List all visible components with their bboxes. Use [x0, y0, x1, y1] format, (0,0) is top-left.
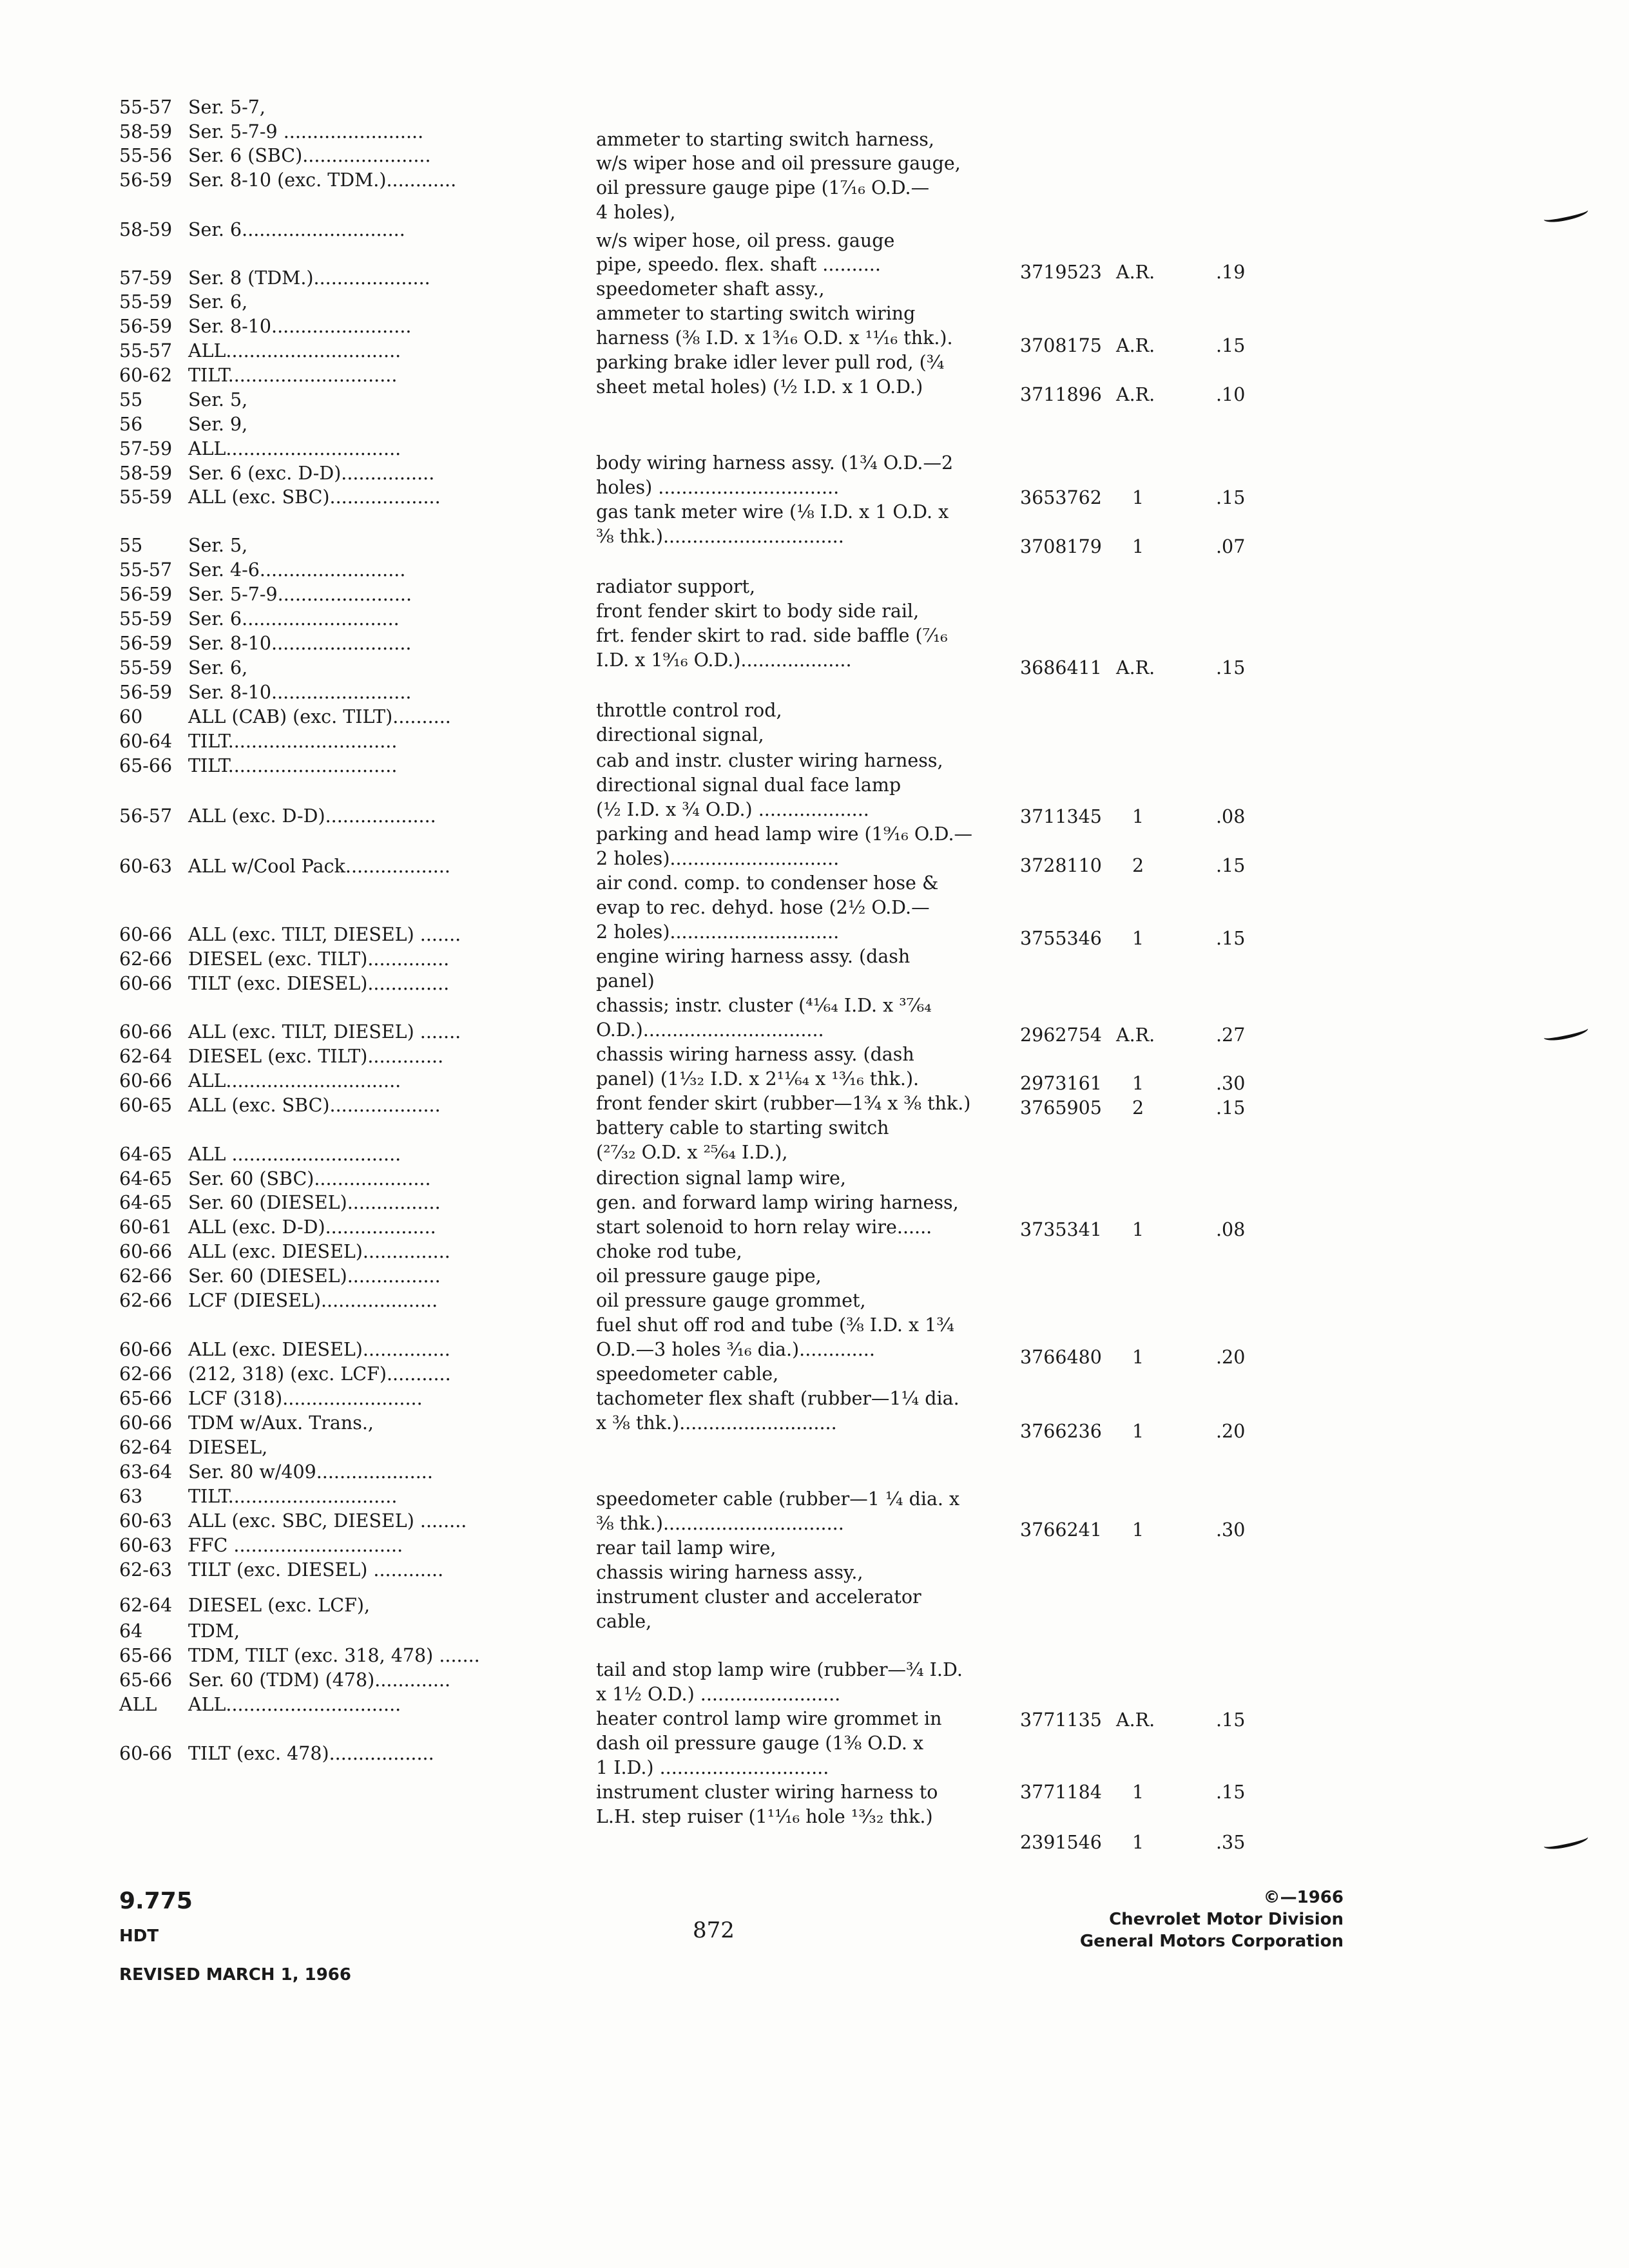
series-applicability: ALL.............................. — [188, 1070, 401, 1091]
division-name: Chevrolet Motor Division — [1109, 1910, 1344, 1929]
part-description-line: choke rod tube, — [596, 1241, 742, 1262]
part-description-line: direction signal lamp wire, — [596, 1168, 846, 1189]
part-number: 3765905 — [1020, 1097, 1102, 1119]
part-description-line: 1 I.D.) ............................. — [596, 1757, 829, 1778]
series-applicability: Ser. 5-7-9 ........................ — [188, 121, 424, 142]
series-applicability: (212, 318) (exc. LCF)........... — [188, 1363, 451, 1385]
quantity: A.R. — [1116, 335, 1155, 356]
series-applicability: ALL (exc. D-D)................... — [188, 805, 436, 827]
series-applicability: Ser. 5, — [188, 535, 248, 556]
series-applicability: ALL ............................. — [188, 1144, 401, 1165]
year-range: 64-65 — [119, 1168, 173, 1189]
year-range: 65-66 — [119, 1669, 173, 1691]
part-description-line: front fender skirt to body side rail, — [596, 601, 920, 622]
price: .20 — [1216, 1421, 1246, 1442]
series-applicability: Ser. 5, — [188, 389, 248, 410]
part-description-line: chassis; instr. cluster (⁴¹⁄₆₄ I.D. x ³⁷⁄₆₄ — [596, 995, 932, 1016]
series-applicability: ALL.............................. — [188, 1694, 401, 1715]
quantity: A.R. — [1116, 262, 1155, 283]
part-description-line: speedometer cable, — [596, 1363, 779, 1385]
part-number: 2391546 — [1020, 1832, 1102, 1853]
series-applicability: Ser. 6, — [188, 291, 248, 312]
year-range: 55-59 — [119, 608, 173, 629]
year-range: 65-66 — [119, 755, 173, 776]
year-range: 55-57 — [119, 559, 173, 581]
year-range: 65-66 — [119, 1388, 173, 1409]
part-description-line: O.D.)............................... — [596, 1019, 824, 1041]
part-number: 2973161 — [1020, 1073, 1102, 1094]
quantity: A.R. — [1116, 1024, 1155, 1046]
year-range: 60-63 — [119, 1535, 173, 1556]
year-range: 55 — [119, 389, 143, 410]
year-range: 62-63 — [119, 1559, 173, 1581]
series-applicability: ALL (exc. TILT, DIESEL) ....... — [188, 924, 461, 945]
part-description-line: harness (⅜ I.D. x 1³⁄₁₆ O.D. x ¹¹⁄₁₆ thk.). — [596, 327, 953, 349]
year-range: 62-66 — [119, 948, 173, 970]
part-description-line: tail and stop lamp wire (rubber—¾ I.D. — [596, 1659, 963, 1680]
part-description-line: holes) ............................... — [596, 477, 840, 498]
part-description-line: ammeter to starting switch wiring — [596, 303, 916, 324]
part-description-line: cab and instr. cluster wiring harness, — [596, 750, 943, 771]
price: .15 — [1216, 1709, 1246, 1731]
price: .15 — [1216, 928, 1246, 949]
price: .27 — [1216, 1024, 1246, 1046]
part-description-line: w/s wiper hose and oil pressure gauge, — [596, 153, 961, 174]
year-range: 64-65 — [119, 1192, 173, 1213]
revision-date: REVISED MARCH 1, 1966 — [119, 1965, 351, 1984]
price: .15 — [1216, 1097, 1246, 1119]
part-description-line: oil pressure gauge grommet, — [596, 1290, 866, 1311]
part-number: 2962754 — [1020, 1024, 1102, 1046]
part-description-line: (½ I.D. x ¾ O.D.) ................... — [596, 799, 869, 820]
part-description-line: gas tank meter wire (⅛ I.D. x 1 O.D. x — [596, 501, 949, 523]
price: .35 — [1216, 1832, 1246, 1853]
series-applicability: TILT (exc. DIESEL) ............ — [188, 1559, 444, 1581]
part-description-line: gen. and forward lamp wiring harness, — [596, 1192, 959, 1213]
quantity: A.R. — [1116, 384, 1155, 405]
quantity: 1 — [1132, 806, 1144, 827]
series-applicability: ALL w/Cool Pack.................. — [188, 856, 450, 877]
series-applicability: Ser. 8-10........................ — [188, 682, 412, 703]
series-applicability: Ser. 6............................ — [188, 219, 405, 240]
price: .30 — [1216, 1073, 1246, 1094]
year-range: 60-66 — [119, 1339, 173, 1360]
series-applicability: Ser. 5-7, — [188, 97, 265, 118]
series-applicability: Ser. 6 (exc. D-D)................ — [188, 463, 435, 484]
part-description-line: fuel shut off rod and tube (⅜ I.D. x 1¾ — [596, 1314, 954, 1336]
part-description-line: chassis wiring harness assy. (dash — [596, 1044, 914, 1065]
year-range: 58-59 — [119, 463, 173, 484]
quantity: 1 — [1132, 1782, 1144, 1803]
price: .15 — [1216, 1782, 1246, 1803]
part-description-line: cable, — [596, 1611, 652, 1632]
series-applicability: Ser. 8-10........................ — [188, 316, 412, 337]
part-number: 3711896 — [1020, 384, 1102, 405]
series-applicability: Ser. 80 w/409.................... — [188, 1461, 433, 1483]
year-range: 55-59 — [119, 486, 173, 508]
part-description-line: start solenoid to horn relay wire...... — [596, 1216, 932, 1238]
series-applicability: TILT (exc. 478).................. — [188, 1743, 434, 1764]
year-range: 65-66 — [119, 1645, 173, 1666]
price: .08 — [1216, 1219, 1246, 1240]
quantity: 2 — [1132, 1097, 1144, 1119]
part-description-line: throttle control rod, — [596, 700, 782, 721]
series-applicability: ALL (exc. D-D)................... — [188, 1216, 436, 1238]
quantity: 1 — [1132, 1519, 1144, 1541]
series-applicability: ALL (CAB) (exc. TILT).......... — [188, 706, 451, 727]
series-applicability: Ser. 60 (DIESEL)................ — [188, 1192, 441, 1213]
part-description-line: dash oil pressure gauge (1⅜ O.D. x — [596, 1733, 924, 1754]
year-range: 58-59 — [119, 121, 173, 142]
year-range: 62-66 — [119, 1290, 173, 1311]
series-applicability: DIESEL, — [188, 1437, 268, 1458]
series-applicability: Ser. 6........................... — [188, 608, 400, 629]
series-applicability: ALL (exc. SBC, DIESEL) ........ — [188, 1510, 467, 1532]
price: .15 — [1216, 335, 1246, 356]
part-description-line: instrument cluster and accelerator — [596, 1586, 921, 1608]
series-applicability: ALL.............................. — [188, 340, 401, 361]
part-number: 3653762 — [1020, 487, 1102, 508]
part-description-line: x 1½ O.D.) ........................ — [596, 1684, 841, 1705]
part-description-line: frt. fender skirt to rad. side baffle (⁷⁄₁₆ — [596, 625, 948, 646]
series-applicability: Ser. 60 (TDM) (478)............. — [188, 1669, 451, 1691]
year-range: 62-64 — [119, 1595, 173, 1616]
year-range: 56 — [119, 414, 143, 435]
series-applicability: FFC ............................. — [188, 1535, 403, 1556]
year-range: 55-56 — [119, 145, 173, 166]
corporation-name: General Motors Corporation — [1079, 1932, 1344, 1951]
year-range: 64 — [119, 1620, 143, 1642]
price: .07 — [1216, 536, 1246, 557]
price: .19 — [1216, 262, 1246, 283]
year-range: 60-66 — [119, 973, 173, 994]
quantity: 1 — [1132, 1219, 1144, 1240]
year-range: 56-59 — [119, 316, 173, 337]
part-description-line: oil pressure gauge pipe (1⁷⁄₁₆ O.D.— — [596, 177, 930, 198]
part-description-line: speedometer cable (rubber—1 ¼ dia. x — [596, 1488, 960, 1510]
part-description-line: 2 holes)............................. — [596, 921, 840, 943]
series-applicability: Ser. 5-7-9....................... — [188, 584, 412, 605]
year-range: 56-59 — [119, 682, 173, 703]
part-description-line: w/s wiper hose, oil press. gauge — [596, 230, 895, 251]
year-range: 55-59 — [119, 657, 173, 678]
year-range: 60-61 — [119, 1216, 173, 1238]
year-range: 55-57 — [119, 340, 173, 361]
page-mark — [1543, 1832, 1589, 1852]
price: .20 — [1216, 1347, 1246, 1368]
series-applicability: TILT............................. — [188, 365, 398, 386]
part-description-line: O.D.—3 holes ³⁄₁₆ dia.)............. — [596, 1339, 875, 1360]
part-number: 3766480 — [1020, 1347, 1102, 1368]
part-number: 3711345 — [1020, 806, 1102, 827]
year-range: 57-59 — [119, 438, 173, 459]
part-description-line: ⅜ thk.)............................... — [596, 526, 844, 547]
part-description-line: ammeter to starting switch harness, — [596, 129, 934, 150]
page-number: 872 — [693, 1917, 735, 1943]
part-description-line: panel) (1¹⁄₃₂ I.D. x 2¹¹⁄₆₄ x ¹³⁄₁₆ thk.). — [596, 1068, 920, 1090]
year-range: 62-66 — [119, 1363, 173, 1385]
quantity: 1 — [1132, 928, 1144, 949]
series-applicability: Ser. 60 (DIESEL)................ — [188, 1265, 441, 1287]
series-applicability: TILT............................. — [188, 755, 398, 776]
price: .15 — [1216, 855, 1246, 876]
part-description-line: battery cable to starting switch — [596, 1117, 889, 1139]
quantity: 1 — [1132, 536, 1144, 557]
year-range: 56-59 — [119, 633, 173, 654]
year-range: 62-64 — [119, 1437, 173, 1458]
part-description-line: chassis wiring harness assy., — [596, 1562, 863, 1583]
quantity: A.R. — [1116, 1709, 1155, 1731]
price: .10 — [1216, 384, 1246, 405]
year-range: 57-59 — [119, 267, 173, 289]
series-applicability: ALL (exc. DIESEL)............... — [188, 1339, 450, 1360]
part-number: 3708179 — [1020, 536, 1102, 557]
part-description-line: sheet metal holes) (½ I.D. x 1 O.D.) — [596, 376, 923, 398]
part-number: 3766241 — [1020, 1519, 1102, 1541]
part-number: 3708175 — [1020, 335, 1102, 356]
part-number: 3735341 — [1020, 1219, 1102, 1240]
year-range: 60-66 — [119, 1241, 173, 1262]
part-description-line: air cond. comp. to condenser hose & — [596, 872, 939, 894]
quantity: A.R. — [1116, 657, 1155, 678]
part-description-line: radiator support, — [596, 576, 756, 597]
quantity: 2 — [1132, 855, 1144, 876]
price: .15 — [1216, 657, 1246, 678]
year-range: 60-63 — [119, 856, 173, 877]
section-number: 9.775 — [119, 1888, 193, 1914]
price: .15 — [1216, 487, 1246, 508]
year-range: 63 — [119, 1486, 143, 1507]
part-description-line: front fender skirt (rubber—1¾ x ⅜ thk.) — [596, 1093, 971, 1114]
year-range: 60-66 — [119, 1070, 173, 1091]
year-range: 60-66 — [119, 1743, 173, 1764]
series-applicability: ALL (exc. SBC)................... — [188, 1095, 441, 1116]
part-description-line: I.D. x 1⁹⁄₁₆ O.D.)................... — [596, 649, 852, 671]
year-range: ALL — [119, 1694, 157, 1715]
year-range: 60-66 — [119, 924, 173, 945]
quantity: 1 — [1132, 1073, 1144, 1094]
quantity: 1 — [1132, 1832, 1144, 1853]
part-description-line: directional signal dual face lamp — [596, 774, 901, 796]
year-range: 60-62 — [119, 365, 173, 386]
part-description-line: oil pressure gauge pipe, — [596, 1265, 822, 1287]
series-applicability: ALL.............................. — [188, 438, 401, 459]
part-number: 3771135 — [1020, 1709, 1102, 1731]
year-range: 60-63 — [119, 1510, 173, 1532]
series-applicability: Ser. 4-6......................... — [188, 559, 406, 581]
part-number: 3728110 — [1020, 855, 1102, 876]
year-range: 60-64 — [119, 731, 173, 752]
part-description-line: evap to rec. dehyd. hose (2½ O.D.— — [596, 897, 930, 918]
series-applicability: Ser. 8 (TDM.).................... — [188, 267, 430, 289]
part-description-line: heater control lamp wire grommet in — [596, 1708, 942, 1729]
series-applicability: ALL (exc. DIESEL)............... — [188, 1241, 450, 1262]
quantity: 1 — [1132, 1421, 1144, 1442]
quantity: 1 — [1132, 487, 1144, 508]
series-applicability: LCF (318)........................ — [188, 1388, 423, 1409]
part-description-line: rear tail lamp wire, — [596, 1537, 776, 1559]
series-applicability: Ser. 8-10 (exc. TDM.)............ — [188, 169, 457, 191]
series-applicability: DIESEL (exc. TILT)............. — [188, 1046, 444, 1067]
part-number: 3766236 — [1020, 1421, 1102, 1442]
series-applicability: Ser. 9, — [188, 414, 248, 435]
series-applicability: TILT............................. — [188, 1486, 398, 1507]
series-applicability: TDM w/Aux. Trans., — [188, 1412, 374, 1434]
part-description-line: 2 holes)............................. — [596, 848, 840, 869]
year-range: 55-59 — [119, 291, 173, 312]
series-applicability: ALL (exc. TILT, DIESEL) ....... — [188, 1021, 461, 1043]
year-range: 55 — [119, 535, 143, 556]
part-description-line: body wiring harness assy. (1¾ O.D.—2 — [596, 452, 954, 474]
year-range: 62-64 — [119, 1046, 173, 1067]
year-range: 60-66 — [119, 1412, 173, 1434]
series-applicability: Ser. 6, — [188, 657, 248, 678]
part-description-line: speedometer shaft assy., — [596, 278, 825, 300]
series-applicability: ALL (exc. SBC)................... — [188, 486, 441, 508]
model-code: HDT — [119, 1927, 159, 1946]
year-range: 58-59 — [119, 219, 173, 240]
series-applicability: TDM, TILT (exc. 318, 478) ....... — [188, 1645, 480, 1666]
year-range: 60-65 — [119, 1095, 173, 1116]
series-applicability: LCF (DIESEL).................... — [188, 1290, 438, 1311]
part-description-line: pipe, speedo. flex. shaft .......... — [596, 254, 881, 275]
copyright: ©—1966 — [1263, 1888, 1344, 1907]
part-description-line: (²⁷⁄₃₂ O.D. x ²⁵⁄₆₄ I.D.), — [596, 1142, 788, 1163]
quantity: 1 — [1132, 1347, 1144, 1368]
series-applicability: TILT............................. — [188, 731, 398, 752]
year-range: 60-66 — [119, 1021, 173, 1043]
series-applicability: DIESEL (exc. LCF), — [188, 1595, 371, 1616]
series-applicability: Ser. 60 (SBC).................... — [188, 1168, 431, 1189]
series-applicability: DIESEL (exc. TILT).............. — [188, 948, 450, 970]
price: .30 — [1216, 1519, 1246, 1541]
page-mark — [1543, 1023, 1589, 1043]
part-description-line: directional signal, — [596, 724, 764, 745]
series-applicability: Ser. 8-10........................ — [188, 633, 412, 654]
part-description-line: parking and head lamp wire (1⁹⁄₁₆ O.D.— — [596, 823, 973, 845]
year-range: 55-57 — [119, 97, 173, 118]
part-description-line: 4 holes), — [596, 202, 676, 223]
part-description-line: panel) — [596, 970, 655, 992]
year-range: 62-66 — [119, 1265, 173, 1287]
part-description-line: engine wiring harness assy. (dash — [596, 946, 911, 967]
year-range: 64-65 — [119, 1144, 173, 1165]
year-range: 60 — [119, 706, 143, 727]
year-range: 56-59 — [119, 169, 173, 191]
part-number: 3771184 — [1020, 1782, 1102, 1803]
part-description-line: L.H. step ruiser (1¹¹⁄₁₆ hole ¹³⁄₃₂ thk.) — [596, 1806, 933, 1827]
part-description-line: instrument cluster wiring harness to — [596, 1782, 938, 1803]
year-range: 56-59 — [119, 584, 173, 605]
series-applicability: Ser. 6 (SBC)...................... — [188, 145, 431, 166]
year-range: 63-64 — [119, 1461, 173, 1483]
part-number: 3755346 — [1020, 928, 1102, 949]
series-applicability: TILT (exc. DIESEL).............. — [188, 973, 450, 994]
series-applicability: TDM, — [188, 1620, 240, 1642]
part-description-line: tachometer flex shaft (rubber—1¼ dia. — [596, 1388, 959, 1409]
price: .08 — [1216, 806, 1246, 827]
part-number: 3686411 — [1020, 657, 1102, 678]
part-description-line: x ⅜ thk.)........................... — [596, 1412, 837, 1434]
part-description-line: ⅜ thk.)............................... — [596, 1513, 844, 1534]
year-range: 56-57 — [119, 805, 173, 827]
page-mark — [1543, 205, 1589, 225]
part-number: 3719523 — [1020, 262, 1102, 283]
part-description-line: parking brake idler lever pull rod, (¾ — [596, 352, 945, 373]
